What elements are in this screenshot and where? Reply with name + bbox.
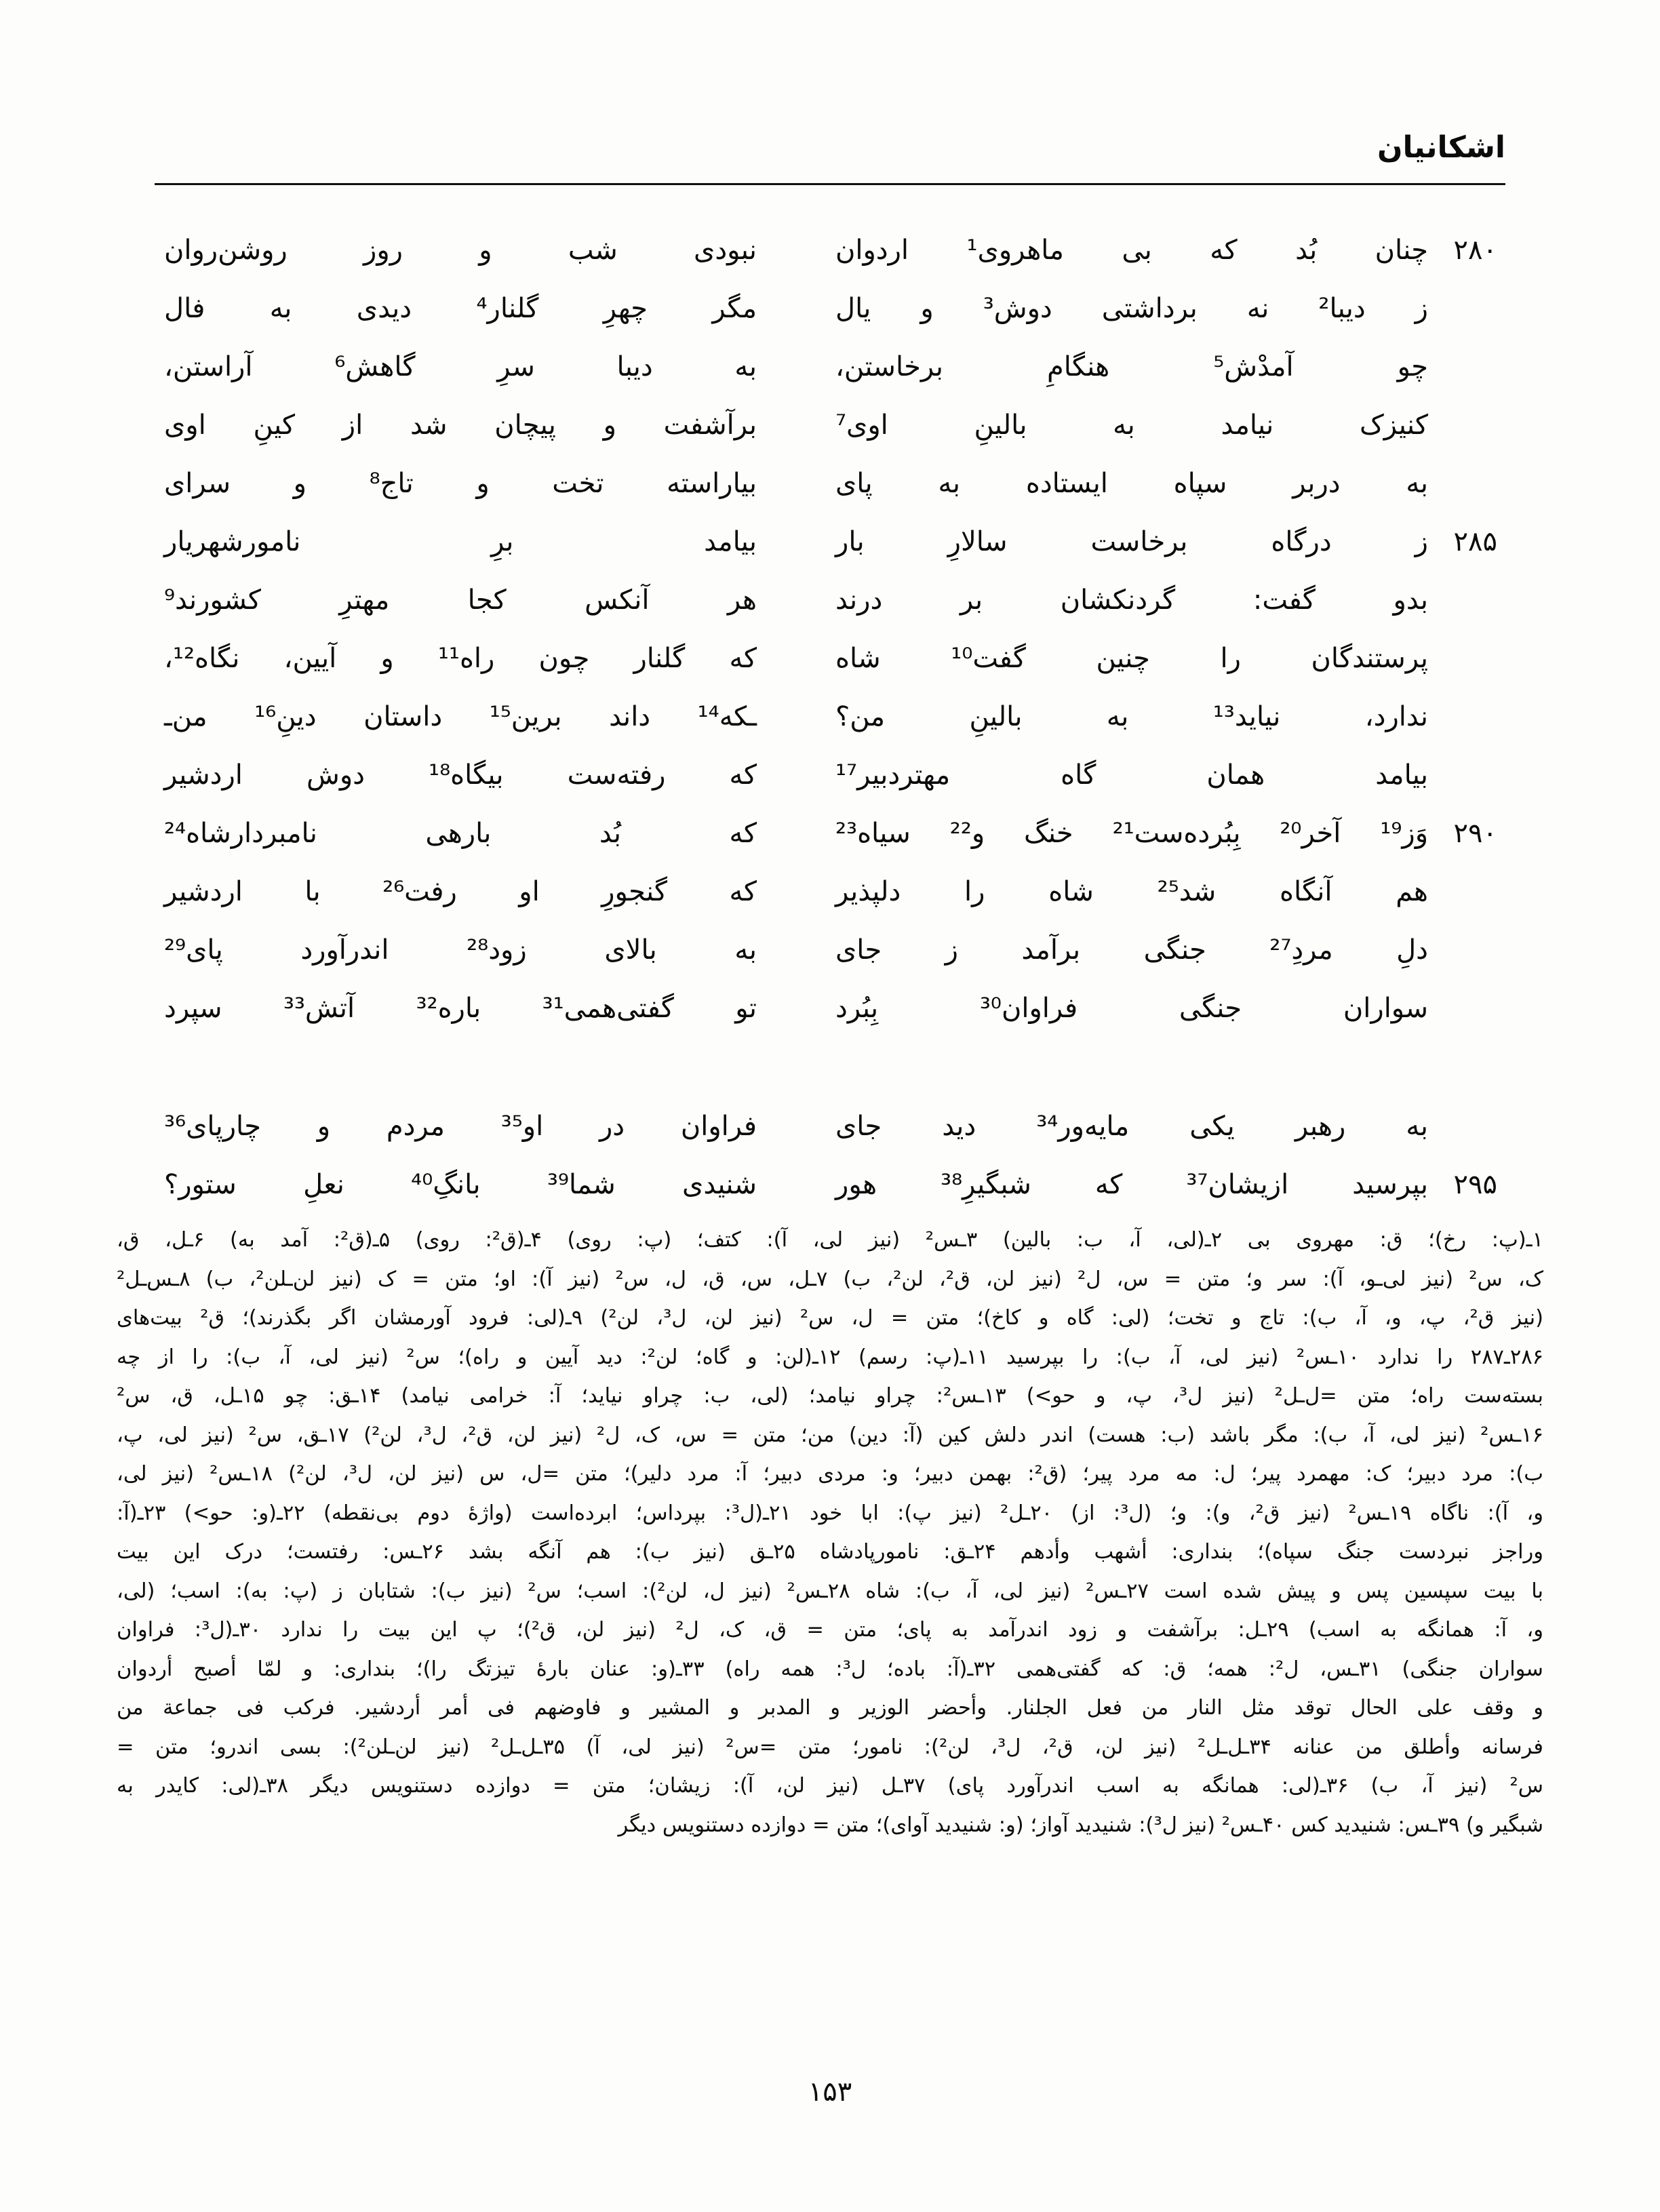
header-rule <box>155 183 1505 185</box>
hemistich-left: به بالای زود²⁸ اندرآورد پای²⁹ <box>164 934 757 966</box>
verse-couplet <box>160 399 1500 452</box>
hemistich-left: نبودی شب و روز روشن‌روان <box>164 235 757 266</box>
hemistich-left: که بُد بارهی نامبردارشاه²⁴ <box>164 818 757 849</box>
verse-couplet <box>160 632 1500 685</box>
verse-couplet <box>160 282 1500 335</box>
verse-number: ۲۹۰ <box>1453 818 1497 849</box>
verse-couplet <box>160 1100 1500 1153</box>
verse-couplet <box>160 807 1500 860</box>
hemistich-left: که رفته‌ست بیگاه¹⁸ دوش اردشیر <box>164 759 757 791</box>
hemistich-left: که گنجورِ او رفت²⁶ با اردشیر <box>164 876 757 907</box>
verse-couplet <box>160 457 1500 510</box>
hemistich-left: به دیبا سرِ گاهش⁶ آراستن، <box>164 351 757 382</box>
apparatus-line: فرسانه وأطلق من عنانه ۳۴ـل‌ـل² (نیز لن، ق²، ل³، لن²): نامور؛ متن =س² (نیز لی، آ) ۳۵ـل‌ـل² (نیز لن‌ـلن²): بسی اندرو؛ متن = <box>117 1735 1544 1759</box>
hemistich-right: به رهبر یکی مایه‌ور³⁴ دید جای <box>835 1111 1428 1142</box>
hemistich-left: فراوان در او³⁵ مردم و چارپای³⁶ <box>164 1111 757 1142</box>
hemistich-right: بیامد همان گاه مهتردبیر¹⁷ <box>835 759 1428 791</box>
verse-number: ۲۸۵ <box>1453 526 1497 557</box>
hemistich-right: دلِ مردِ²⁷ جنگی برآمد ز جای <box>835 934 1428 966</box>
apparatus-line: و، آ): ناگاه ۱۹ـس² (نیز ق²، و): و؛ (ل³: از) ۲۰ـل² (نیز پ): ابا خود ۲۱ـ(ل³: بپردا‌س؛ ابرده‌است (واژهٔ دوم بی‌نقطه) ۲۲ـ(و: حو>) ۲۳ـ(آ: <box>117 1501 1543 1525</box>
folio-page-number: ۱۵۳ <box>808 2076 852 2108</box>
hemistich-left: ـکه¹⁴ داند برین¹⁵ داستان دینِ¹⁶ من‌ـ <box>164 701 757 732</box>
hemistich-right: ندارد، نیاید¹³ به بالینِ من؟ <box>835 701 1428 732</box>
verse-couplet <box>160 1158 1500 1211</box>
verse-couplet <box>160 515 1500 568</box>
hemistich-right: به دربر سپاه ایستاده به پای <box>835 468 1428 499</box>
apparatus-line: با بیت سپسین پس و پیش شده است ۲۷ـس² (نیز لی، آ، ب): شاه ۲۸ـس² (نیز ل، لن²): اسب؛ س² (نیز ب): شتابان ز (پ: به): اسب؛ (لی، <box>117 1579 1543 1603</box>
apparatus-line: وراجز نبردست جنگ سپاه)؛ بنداری: أشهب وأدهم ۲۴ـق: نامورپادشاه ۲۵ـق (نیز ب): هم آنگه بشد ۲۶ـس: رفتست؛ درک این بیت <box>117 1540 1543 1564</box>
verse-couplet <box>160 574 1500 627</box>
verse-couplet <box>160 865 1500 918</box>
hemistich-right: ز دیبا² نه برداشتی دوش³ و یال <box>835 293 1429 324</box>
verse-couplet <box>160 749 1500 802</box>
verse-couplet <box>160 224 1500 277</box>
apparatus-line: شبگیر و) ۳۹ـس: شنیدید کس ۴۰ـس² (نیز ل³): شنیدید آواز؛ (و: شنیدید آوای)؛ متن = دوازده دستنویس دیگر <box>618 1813 1543 1837</box>
apparatus-line: بسته‌ست راه؛ متن =ل‌ـل² (نیز ل³، پ، و‌ حو>) ۱۳ـس²: چراو نیامد؛ (لی، ب: چراو نیاید؛ آ: خرامی نیامد) ۱۴ـق: چو ۱۵ـل، ق، س² <box>117 1384 1543 1408</box>
apparatus-line: و، آ: همانگه به اسب) ۲۹ـل: برآشفت و زود اندرآمد به پای؛ متن = ق، ک، ل² (نیز لن، ق²)؛ پ این بیت را ندارد ۳۰ـ(ل³: فراوان <box>117 1618 1543 1642</box>
hemistich-left: تو گفتی‌همی³¹ باره³² آتش³³ سپرد <box>164 993 757 1024</box>
hemistich-right: وَز¹⁹ آخر²⁰ بِبُرده‌ست²¹ خنگ و²² سیاه²³ <box>835 818 1429 849</box>
verse-block <box>160 224 1500 1200</box>
verse-couplet <box>160 924 1500 976</box>
critical-apparatus <box>117 1221 1543 1844</box>
apparatus-line: (نیز ق²، پ، و، آ، ب): تاج و تخت؛ (لی: گاه و کاخ)؛ متن = ل، س² (نیز لن، ل³، لن²) ۹ـ(لی: فرود آورمشان اگر بگذرند)؛ ق² بیت‌های <box>117 1306 1543 1330</box>
hemistich-left: بیامد برِ نامورشهریار <box>164 526 757 557</box>
apparatus-line: ۲۸۶ـ۲۸۷ را ندارد ۱۰ـس² (نیز لی، آ، ب): را بپرسید ۱۱ـ(پ: رسم) ۱۲ـ(لن: و گاه؛ لن²: دید آیین و راه)؛ س² (نیز لی، آ، ب): را از چه <box>117 1345 1544 1369</box>
apparatus-line: سواران جنگی) ۳۱ـس، ل²: همه؛ ق: که گفتی‌همی ۳۲ـ(آ: باده؛ ل³: همه راه) ۳۳ـ(و: عنان بارهٔ تیزتگ را)؛ بنداری: و لمّا أصبح أردوان <box>117 1657 1543 1681</box>
hemistich-right: ز درگاه برخاست سالارِ بار <box>835 526 1428 557</box>
verse-couplet <box>160 982 1500 1035</box>
apparatus-line: و وقف علی الحال توقد مثل النار من فعل الجلنار. وأحضر الوزیر و المدبر و المشیر و فاوضهم فی أمر أردشیر. فرکب فی جماعة من <box>117 1696 1543 1720</box>
running-head: اشکانیان <box>1377 130 1505 165</box>
apparatus-line: ب): مرد دبیر؛ ک: مهمرد پیر؛ ل: مه مرد پیر؛ (ق²: بهمن دبیر؛ و: مردی دبیر؛ آ: مرد دلیر)؛ متن =ل، س (نیز لن، ل³، لن²) ۱۸ـس² (نیز لی، <box>117 1462 1543 1486</box>
page-header <box>155 130 1505 198</box>
hemistich-right: کنیزک نیامد به بالینِ اوی⁷ <box>835 410 1428 441</box>
hemistich-right: بدو گفت: گردنکشان بر درند <box>835 585 1428 616</box>
hemistich-left: مگر چهرِ گلنار⁴ دیدی به فال <box>164 293 757 324</box>
hemistich-right: پرستندگان را چنین گفت¹⁰ شاه <box>835 643 1429 674</box>
verse-number: ۲۸۰ <box>1453 235 1497 266</box>
apparatus-line: س² (نیز آ، ب) ۳۶ـ(لی: همانگه به اسب اندرآورد پای) ۳۷ـل (نیز لن، آ): زیشان؛ متن = دوازده دستنویس دیگر ۳۸ـ(لی: کایدر به <box>117 1774 1544 1798</box>
hemistich-right: هم آنگاه شد²⁵ شاه را دلپذیر <box>835 876 1428 907</box>
verse-couplet <box>160 340 1500 393</box>
apparatus-line: ۱ـ(پ: رخ)؛ ق: مهروی بی ۲ـ(لی، آ، ب: بالین) ۳ـس² (نیز لی، آ): کتف؛ (پ: روی) ۴ـ(ق²: روی) ۵ـ(ق²: آمد به) ۶ـل، ق، <box>117 1228 1543 1252</box>
hemistich-left: بیاراسته تخت و تاج⁸ و سرای <box>164 468 757 499</box>
hemistich-left: شنیدی شما³⁹ بانگِ⁴⁰ نعلِ ستور؟ <box>164 1169 757 1200</box>
hemistich-left: هر آنکس کجا مهترِ کشورند⁹ <box>164 585 757 616</box>
hemistich-right: سواران جنگی فراوان³⁰ بِبُرد <box>835 993 1428 1024</box>
verse-number: ۲۹۵ <box>1453 1169 1497 1200</box>
hemistich-left: برآشفت و پیچان شد از کینِ اوی <box>164 410 757 441</box>
hemistich-right: بپرسید ازیشان³⁷ که شبگیرِ³⁸ هور <box>835 1169 1428 1200</box>
verse-couplet <box>160 690 1500 743</box>
apparatus-line: ک، س² (نیز لی‌ـو، آ): سر و؛ متن = س، ل² (نیز لن، ق²، لن²، ب) ۷ـل، س، ق، ل، س² (نیز آ): او؛ متن = ک (نیز لن‌ـلن²، ب) ۸ـس‌ـل² <box>117 1267 1544 1291</box>
apparatus-line: ۱۶ـس² (نیز لی، آ، ب): مگر باشد (ب: هست) اندر دلش کین (آ: دین) من؛ متن = س، ک، ل² (نیز لن، ق²، ل³، لن²) ۱۷ـق، س² (نیز لی، پ، <box>117 1423 1543 1447</box>
hemistich-right: چنان بُد که بی ماهروی¹ اردوان <box>835 235 1429 266</box>
hemistich-right: چو آمدْش⁵ هنگامِ برخاستن، <box>835 351 1429 382</box>
hemistich-left: که گلنار چون راه¹¹ و آیین، نگاه¹²، <box>164 643 757 674</box>
